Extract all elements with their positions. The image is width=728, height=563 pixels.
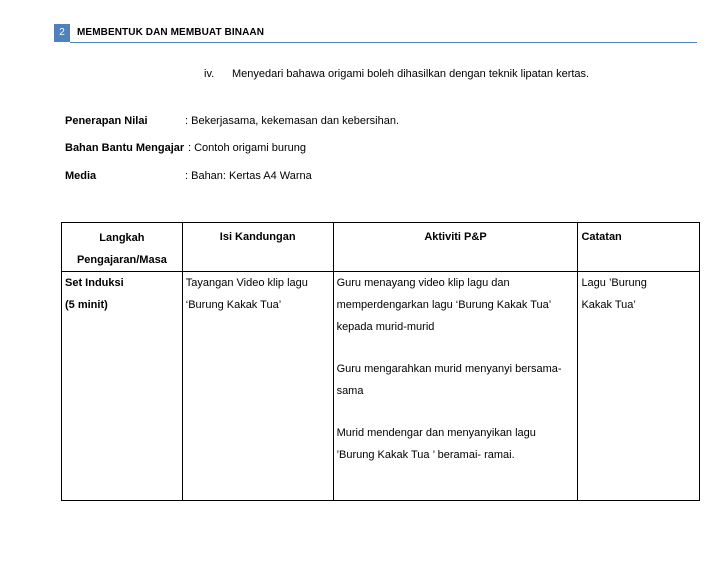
objective-number: iv.: [204, 68, 215, 80]
cell-langkah: [62, 272, 183, 501]
cell-catatan: [578, 272, 700, 501]
lesson-plan-table: [61, 222, 700, 501]
page-number: 2: [54, 24, 70, 42]
info-value-nilai: : Bekerjasama, kekemasan dan kebersihan.: [185, 115, 400, 127]
table-header-row: [62, 223, 700, 272]
header-langkah-line1: Langkah: [99, 232, 145, 244]
aktiviti-line: sama: [336, 385, 364, 397]
header-catatan: Catatan: [578, 223, 700, 272]
aktiviti-line: Guru mengarahkan murid menyanyi bersama-: [336, 363, 562, 375]
info-label-bahan: Bahan Bantu Mengajar: [65, 142, 185, 154]
header-aktiviti: Aktiviti P&P: [333, 223, 578, 272]
info-value-bahan: : Contoh origami burung: [188, 142, 307, 154]
isi-line: ‘Burung Kakak Tua’: [185, 299, 282, 311]
info-value-media: : Bahan: Kertas A4 Warna: [185, 170, 312, 182]
info-label-nilai: Penerapan Nilai: [65, 115, 148, 127]
chapter-title: MEMBENTUK DAN MEMBUAT BINAAN: [77, 27, 265, 38]
table-row: [62, 272, 700, 501]
aktiviti-line: kepada murid-murid: [336, 321, 435, 333]
catatan-line: Lagu ’Burung: [581, 277, 647, 289]
langkah-duration: (5 minit): [65, 299, 108, 311]
aktiviti-line: Murid mendengar dan menyanyikan lagu: [336, 427, 536, 439]
paragraph-gap: [337, 338, 575, 358]
header-isi: Isi Kandungan: [182, 223, 333, 272]
header-langkah-line2: Pengajaran/Masa: [76, 254, 167, 266]
header-rule: [70, 42, 697, 43]
aktiviti-line: Guru menayang video klip lagu dan: [336, 277, 510, 289]
aktiviti-line: memperdengarkan lagu ‘Burung Kakak Tua’: [336, 299, 552, 311]
langkah-stage: Set Induksi: [65, 277, 124, 289]
paragraph-gap: [337, 402, 575, 422]
aktiviti-line: ’Burung Kakak Tua ’ beramai- ramai.: [336, 449, 515, 461]
info-label-media: Media: [65, 170, 97, 182]
catatan-line: Kakak Tua’: [581, 299, 636, 311]
cell-isi: [182, 272, 333, 501]
header-langkah: [62, 223, 183, 272]
page-header: [54, 24, 697, 42]
objective-text: Menyedari bahawa origami boleh dihasilkan dengan teknik lipatan kertas.: [232, 68, 590, 80]
isi-line: Tayangan Video klip lagu: [185, 277, 308, 289]
cell-aktiviti: [333, 272, 578, 501]
